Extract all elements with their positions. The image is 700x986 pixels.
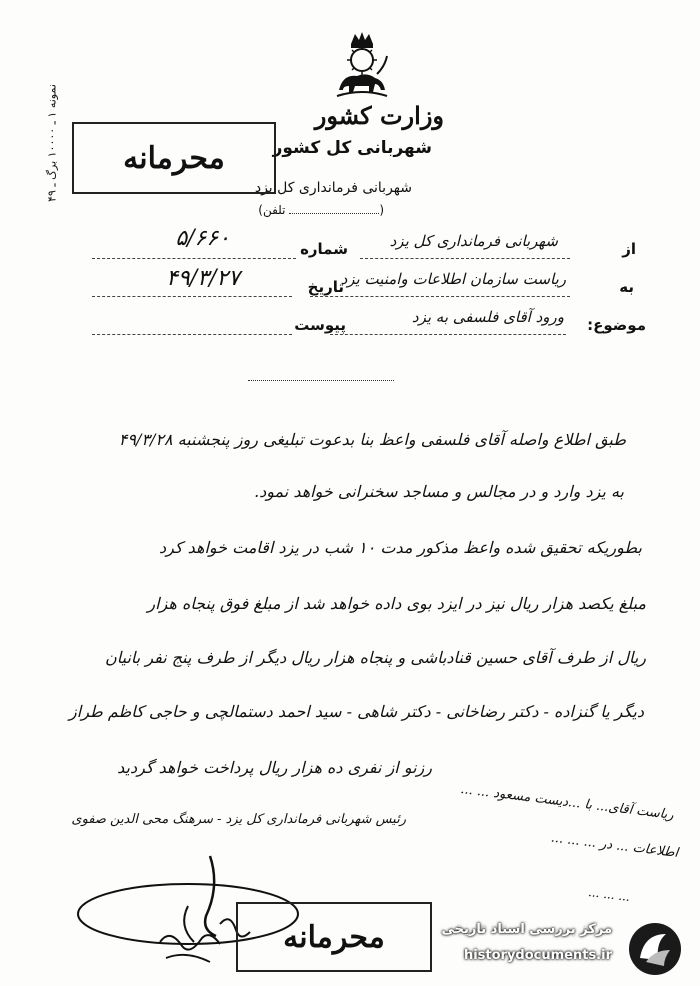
- body-line-2: به یزد وارد و در مجالس و مساجد سخنرانی خواهد نمود.: [254, 482, 624, 501]
- watermark-url: historydocuments.ir: [463, 948, 612, 963]
- number-line: [92, 258, 296, 259]
- body-line-1: طبق اطلاع واصله آقای فلسفی واعظ بنا بدعوت تبلیغی روز پنجشنبه ۴۹/۳/۲۸: [118, 430, 626, 449]
- to-value: ریاست سازمان اطلاعات وامنیت یزد: [340, 270, 566, 288]
- body-line-3: بطوریکه تحقیق شده واعظ مذکور مدت ۱۰ شب در یزد اقامت خواهد کرد: [158, 538, 642, 557]
- subject-value: ورود آقای فلسفی به یزد: [411, 308, 564, 326]
- from-line: [360, 258, 570, 259]
- subject-label: موضوع:: [587, 316, 646, 334]
- ministry-title: وزارت کشور: [314, 101, 444, 130]
- lion-and-sun-emblem-icon: [333, 30, 391, 100]
- body-line-7: رزنو از نفری ده هزار ریال پرداخت خواهد گردید: [117, 758, 432, 777]
- number-value: ۵/۶۶۰: [175, 226, 230, 251]
- to-label: به: [619, 278, 634, 296]
- date-label: تاریخ: [307, 278, 344, 296]
- watermark-title: مرکز بررسی اسناد تاریخی: [441, 922, 612, 937]
- side-form-number-text: نمونه ۱ ـ ۱۰۰۰۰ برگ ـ ۴۹: [45, 84, 59, 202]
- to-line: [310, 296, 570, 297]
- date-value: ۴۹/۳/۲۷: [166, 266, 240, 291]
- margin-note-2: اطلاعات ... در ... ... ...: [550, 830, 679, 861]
- confidential-stamp-top: محرمانه: [72, 122, 276, 194]
- body-line-4: مبلغ یکصد هزار ریال نیز در ایزد بوی داده خواهد شد از مبلغ فوق پنجاه هزار: [147, 594, 646, 613]
- subject-line: [330, 334, 566, 335]
- body-line-6: دیگر یا گنزاده - دکتر رضاخانی - دکتر شاهی - سید احمد دستمالچی و حاجی کاظم طراز: [69, 702, 644, 721]
- separator-line: [248, 380, 394, 381]
- signature-title: رئیس شهربانی فرمانداری کل یزد - سرهنگ محی الدین صفوی: [71, 812, 406, 827]
- margin-note-3: ... ... ...: [587, 884, 631, 904]
- confidential-stamp-bottom: محرمانه: [236, 902, 432, 972]
- department-title: شهربانی کل کشور: [272, 138, 432, 158]
- phone-label-text: (تلفن: [258, 203, 286, 217]
- number-label: شماره: [300, 240, 348, 258]
- date-line: [92, 296, 292, 297]
- archive-logo-icon: [624, 920, 686, 978]
- office-title: شهربانی فرمانداری کل یزد: [254, 180, 412, 196]
- from-label: از: [622, 240, 636, 258]
- from-value: شهربانی فرمانداری کل یزد: [389, 232, 558, 250]
- side-form-number: [38, 48, 66, 238]
- body-line-5: ریال از طرف آقای حسین قنادباشی و پنجاه هزار ریال دیگر از طرف پنج نفر بانیان: [105, 648, 646, 667]
- attachment-label: پیوست: [294, 316, 346, 334]
- margin-note-1: ریاست آقای... با ...دیست مسعود ... ...: [460, 781, 675, 823]
- attachment-line: [92, 334, 292, 335]
- archive-watermark: [440, 918, 690, 980]
- phone-label: (تلفن ): [258, 203, 384, 217]
